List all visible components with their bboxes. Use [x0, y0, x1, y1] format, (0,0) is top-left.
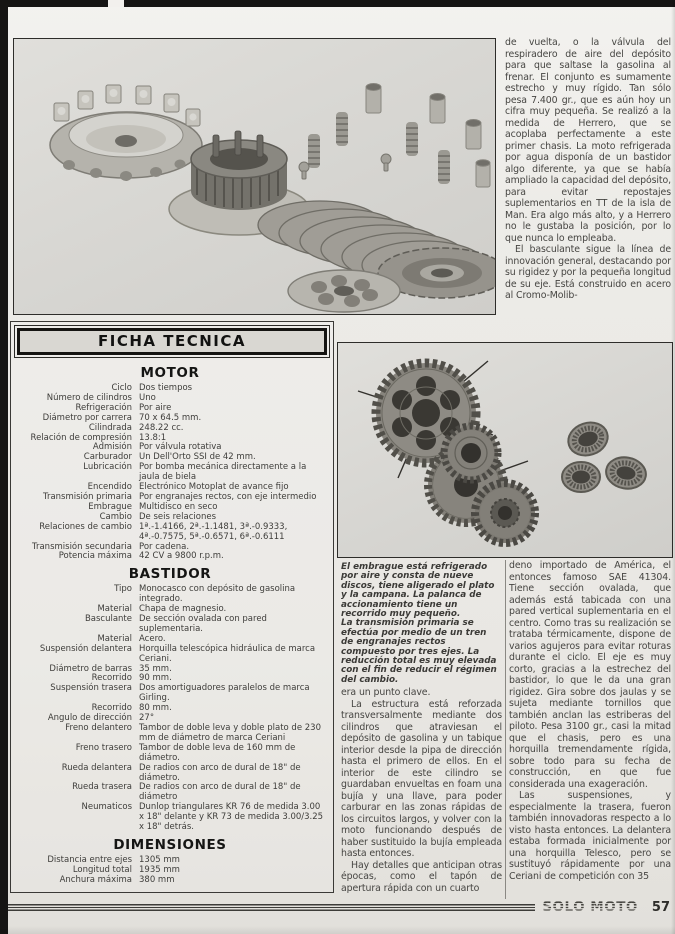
spec-row	[16, 876, 324, 886]
article-column-top-right	[505, 37, 671, 318]
spec-value: 1305 mm	[139, 854, 180, 865]
primary-gears-photo	[337, 342, 673, 558]
spec-value: Dos tiempos	[139, 383, 193, 393]
section-heading-dimensiones: DIMENSIONES	[113, 836, 227, 853]
spec-value: De radios con arco de dural de 18" de diámetro	[139, 782, 301, 803]
primary-gear-small-front	[475, 483, 535, 543]
binding-spine-bar	[0, 0, 8, 934]
spec-label: Ciclo	[111, 383, 132, 393]
spec-label: Refrigeración	[75, 402, 132, 413]
spec-row	[16, 803, 324, 833]
caption-paragraph: El embrague está refrigerado por aire y consta de nueve discos, tiene aligerado el plato y la campana. La palanca de accionamiento tiene un recorrido muy pequeño.	[341, 562, 495, 620]
spec-label: Transmisión primaria	[43, 491, 132, 502]
spec-value: Tambor de doble leva y doble plato de 230 mm de diámetro de marca Ceriani	[139, 723, 321, 743]
paragraph: El basculante sigue la línea de innovación general, destacando por su rigidez y por la pequeña longitud de su eje. Está construido en acero al Cromo-Molib-	[505, 244, 671, 301]
paragraph: Hay detalles que anticipan otras épocas, como el tapón de apertura rápida con un cuarto	[341, 859, 502, 894]
spec-label: Relación de compresión	[30, 432, 132, 443]
spec-value: Por válvula rotativa	[139, 442, 222, 453]
spec-row	[16, 684, 324, 704]
ficha-section-motor	[16, 365, 324, 562]
spec-value: Chapa de magnesio.	[139, 604, 227, 615]
gears-photo-illustration	[338, 343, 672, 557]
spec-label: Carburador	[83, 452, 132, 463]
photo-caption-column	[341, 563, 501, 685]
spec-value: Por bomba mecánica directamente a la jaula de biela	[139, 462, 307, 483]
spec-label: Rueda trasera	[72, 782, 132, 793]
spec-row	[16, 744, 324, 764]
column-divider-rule	[505, 560, 506, 899]
page-number: 57	[651, 899, 670, 915]
pressure-plate	[288, 270, 400, 312]
spec-label: Basculante	[84, 614, 132, 625]
article-column-middle-bottom	[341, 687, 502, 900]
spec-label: Cilindrada	[88, 422, 132, 433]
spec-value: Tambor de doble leva de 160 mm de diámetro.	[139, 742, 296, 763]
clutch-components-photo	[13, 38, 496, 315]
ficha-section-dimensiones	[16, 837, 324, 886]
spec-value: 13.8:1	[139, 432, 167, 443]
ficha-body	[11, 358, 333, 886]
spec-label: Freno trasero	[75, 742, 132, 753]
spec-row	[16, 552, 324, 562]
spec-row	[16, 724, 324, 744]
spring	[308, 112, 450, 184]
spec-label: Recorrido	[91, 673, 132, 684]
spec-label: Longitud total	[72, 864, 132, 875]
spec-label: Admisión	[92, 442, 132, 453]
top-black-bar	[0, 0, 675, 7]
spec-value: 248.22 cc.	[139, 422, 184, 433]
spec-label: Diámetro de barras	[49, 663, 132, 674]
spec-value: 1935 mm	[139, 864, 180, 875]
ficha-title: FICHA TECNICA	[17, 328, 327, 355]
spec-value: Por engranajes rectos, con eje intermedio	[139, 491, 317, 502]
spec-label: Rueda delantera	[61, 762, 132, 773]
spec-label: Suspensión delantera	[39, 643, 132, 654]
spec-label: Freno delantero	[65, 723, 132, 733]
spec-row	[16, 585, 324, 605]
spec-label: Anchura máxima	[59, 874, 132, 885]
spec-value: Multidisco en seco	[139, 501, 218, 512]
article-column-right-bottom	[509, 560, 671, 900]
spec-value: Uno	[139, 392, 156, 403]
spec-value: 70 x 64.5 mm.	[139, 412, 202, 423]
paragraph: Las suspensiones, y especialmente la trasera, fueron también innovadoras respecto a lo visto hasta entonces. La delantera estaba formada inicialmente por una horquilla Telesco, pero se sustituyó rápidamente por una Ceriani de competición con 35	[509, 790, 671, 882]
needle-bearings	[562, 418, 648, 492]
spec-label: Suspensión trasera	[50, 683, 132, 694]
spec-table-motor	[16, 384, 324, 562]
spec-label: Material	[97, 604, 132, 615]
spacer-cylinder	[366, 84, 490, 188]
section-heading-motor: MOTOR	[140, 365, 200, 381]
spec-value: Horquilla telescópica hidráulica de marca Ceriani.	[139, 643, 316, 664]
spec-value: Electrónico Motoplat de avance fijo	[139, 482, 289, 493]
spec-value: Monocasco con depósito de gasolina integrado.	[139, 584, 296, 605]
magazine-logo: SOLO MOTO	[542, 899, 638, 915]
spec-value: Por aire	[139, 402, 172, 413]
clutch-photo-illustration	[14, 39, 495, 314]
spec-value: Dos amortiguadores paralelos de marca Girling.	[139, 683, 310, 704]
ficha-header-frame	[14, 325, 330, 358]
spec-value: Por cadena.	[139, 541, 190, 552]
primary-gear-small-top	[444, 426, 498, 480]
spec-label: Diámetro por carrera	[42, 412, 132, 423]
spec-label: Material	[97, 633, 132, 644]
spec-label: Neumaticos	[81, 802, 132, 813]
paragraph: era un punto clave.	[341, 687, 431, 698]
spec-label: Cambio	[99, 511, 132, 522]
footer-stripe-rule	[8, 904, 535, 911]
spec-label: Distancia entre ejes	[47, 854, 132, 865]
spec-value: Dunlop triangulares KR 76 de medida 3.00 x 18" delante y KR 73 de medida 3.00/3.25 x 18" detrás.	[139, 802, 324, 833]
top-bar-notch	[108, 0, 124, 7]
spec-value: 35 mm.	[139, 663, 172, 674]
spec-row	[16, 523, 324, 543]
spec-value: 27°	[139, 713, 155, 724]
clutch-basket	[50, 85, 202, 181]
spec-value: 42 CV a 9800 r.p.m.	[139, 551, 224, 562]
spec-value: 90 mm.	[139, 673, 172, 684]
spec-value: De radios con arco de dural de 18" de diámetro.	[139, 762, 301, 783]
page-edge-shadow-right	[671, 0, 675, 934]
spec-table-dimensiones	[16, 856, 324, 886]
spec-row	[16, 764, 324, 784]
spec-value: 1ª.-1.4166, 2ª.-1.1481, 3ª.-0.9333, 4ª.-0.7575, 5ª.-0.6571, 6ª.-0.6111	[139, 521, 288, 542]
clutch-springs-hardware	[299, 84, 490, 188]
spec-label: Embrague	[88, 501, 132, 512]
spec-value: Acero.	[139, 633, 166, 644]
spec-row	[16, 463, 324, 483]
spec-label: Transmisión secundaria	[32, 541, 132, 552]
spec-row	[16, 645, 324, 665]
section-heading-bastidor: BASTIDOR	[128, 566, 212, 583]
spec-row	[16, 783, 324, 803]
spec-row	[16, 615, 324, 635]
spec-table-bastidor	[16, 585, 324, 833]
ficha-section-bastidor	[16, 566, 324, 833]
spec-label: Encendido	[87, 482, 132, 493]
spec-label: Recorrido	[91, 703, 132, 714]
spec-label: Relaciones de cambio	[39, 521, 132, 532]
spec-value: De seis relaciones	[139, 511, 217, 522]
page-footer	[8, 898, 670, 916]
spec-value: De sección ovalada con pared suplementaria.	[139, 614, 267, 634]
spec-value: 80 mm.	[139, 703, 172, 714]
ficha-tecnica-box	[10, 321, 334, 893]
paragraph: La estructura está reforzada transversalmente mediante dos cilindros que atraviesan el depósito de gasolina y un tabique interior desde la pipa de dirección hasta el primero de ellos. En el interior de este cilindro se guardaban envueltas en foam una bujía y una llave, para poder carburar en las zonas rápidas de los circuitos largos, y volver con la moto funcionando después de haber sustituido la bujía empleada hasta entonces.	[341, 698, 502, 859]
paragraph: de vuelta, o la válvula del respiradero de aire del depósito para que saltase la gasolina al frenar. El conjunto es sumamente estrecho y muy rígido. Tan sólo pesa 7.400 gr., que es aún hoy un cifra muy pequeña. Se realizó a la medida de Herrero, que se acoplaba perfectamente a este primer chasis. La moto refrigerada por agua disponía de un bastidor algo diferente, ya que se había ampliado la capacidad del depósito, para evitar repostajes suplementarios en TT de la isla de Man. Era algo más alto, y a Herrero no le gustaba la posición, por lo que nunca lo empleaba.	[505, 37, 671, 244]
spec-value: 380 mm	[139, 874, 175, 885]
spec-label: Angulo de dirección	[47, 713, 132, 724]
paragraph: deno importado de América, el entonces famoso SAE 41304. Tiene sección ovalada, que además está tabicada con una pared vertical suplementaria en el centro. Como tras su realización se trataba térmicamente, dispone de varios agujeros para evitar roturas durante el ciclo. El eje es muy corto, gracias a la estrechez del bastidor, lo que le da una gran rigidez. Gira sobre dos jaulas y se sujeta mediante tornillos que también anclan las estriberas del piloto. Pesa 3100 gr., casi la mitad que el chasis, pero es una horquilla tremendamente rígida, sobre todo para su fecha de construcción, en que fue considerada una exageración.	[509, 560, 671, 790]
spec-label: Lubricación	[83, 462, 132, 473]
spec-label: Tipo	[114, 584, 132, 595]
spec-value: Un Dell'Orto SSI de 42 mm.	[139, 452, 256, 463]
page-edge-shadow-bottom	[0, 926, 675, 934]
spec-label: Número de cilindros	[46, 392, 132, 403]
caption-paragraph: La transmisión primaria se efectúa por medio de un tren de engranajes rectos compuesto por tres ejes. La reducción total es muy elevada con el fin de reducir el régimen del cambio.	[341, 618, 497, 685]
spec-label: Potencia máxima	[58, 551, 132, 562]
